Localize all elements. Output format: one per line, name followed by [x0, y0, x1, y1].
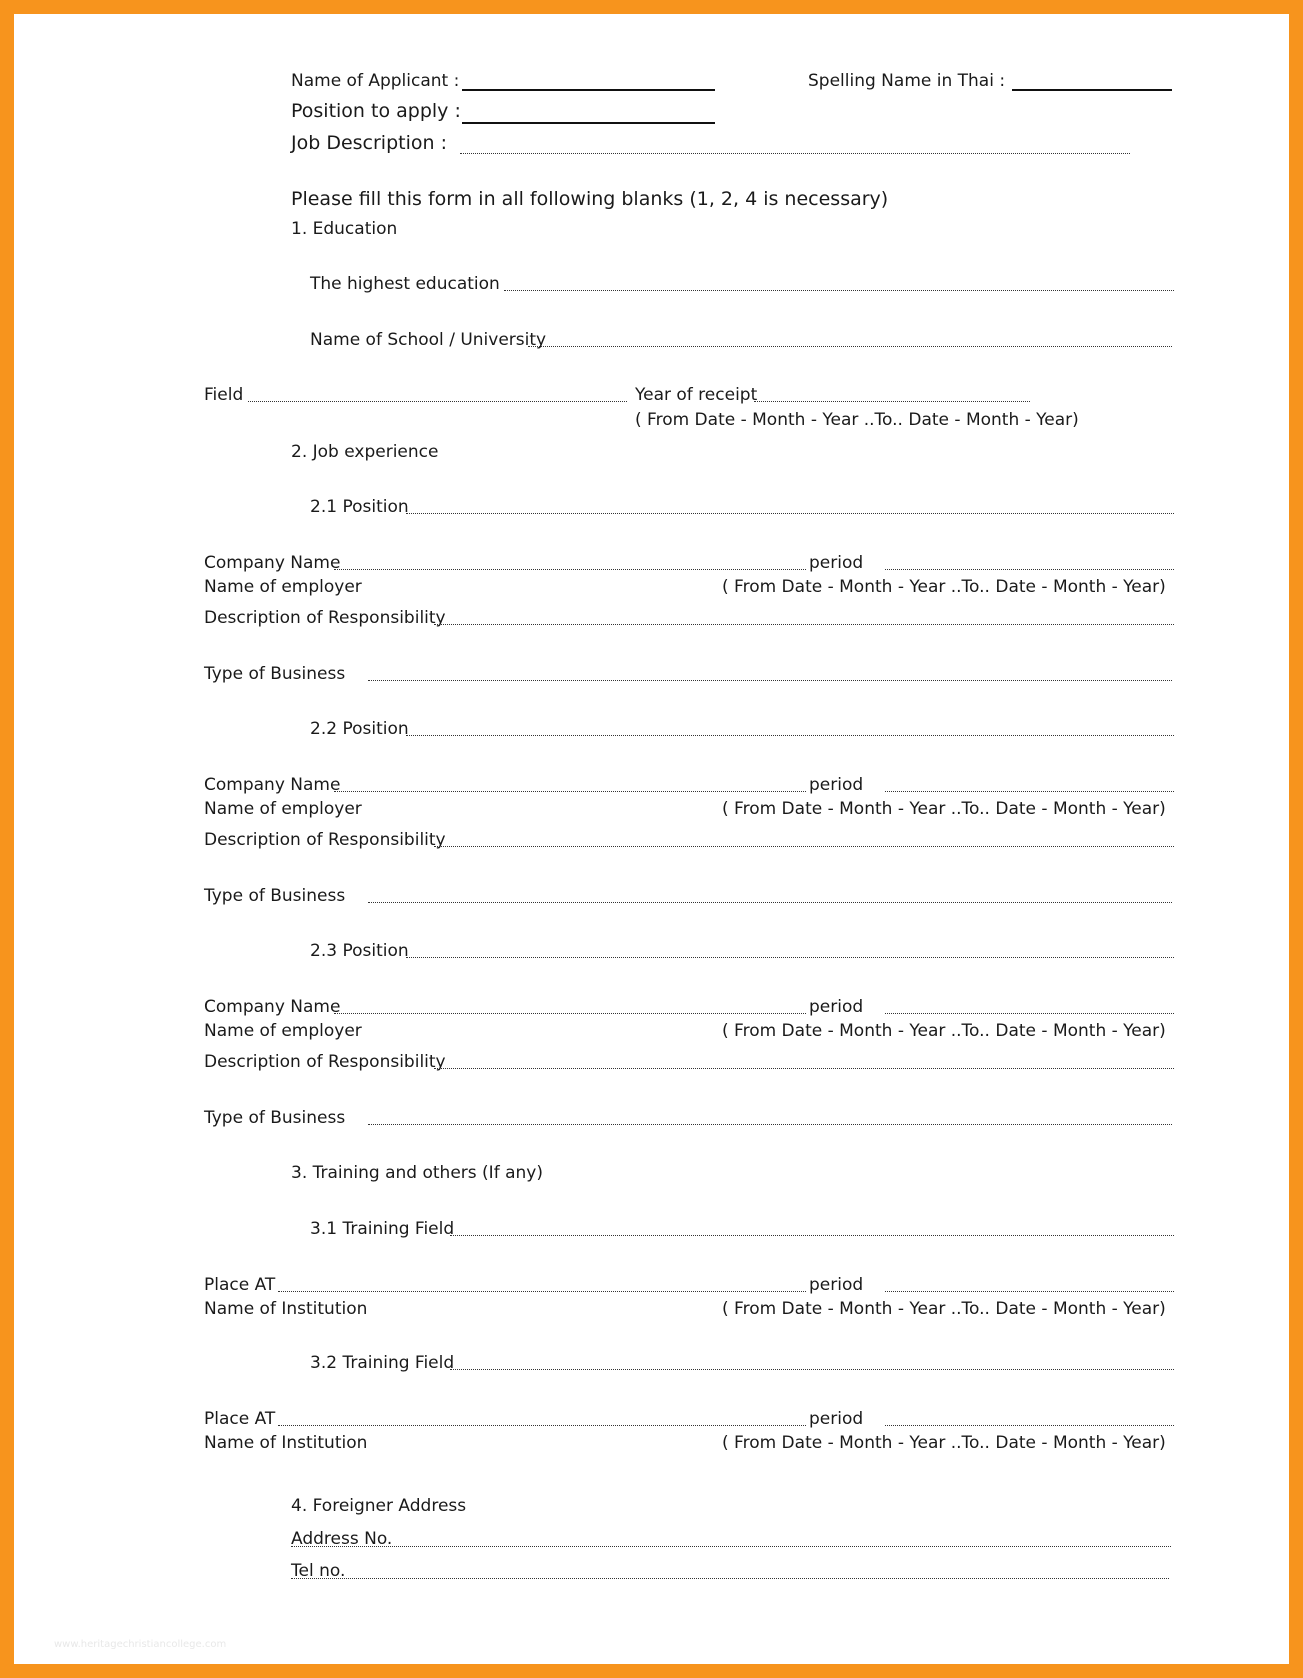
- institution-label: Name of Institution: [204, 1433, 368, 1453]
- year-receipt-field[interactable]: [754, 401, 1030, 402]
- business-type-label: Type of Business: [204, 886, 346, 906]
- place-at-label: Place AT: [204, 1409, 276, 1429]
- position-label: 2.2 Position: [310, 719, 409, 739]
- responsibility-label: Description of Responsibility: [204, 830, 446, 850]
- instructions-text: Please fill this form in all following blanks (1, 2, 4 is necessary): [291, 188, 889, 210]
- name-of-applicant-label: Name of Applicant :: [291, 71, 460, 91]
- position-field[interactable]: [406, 735, 1174, 736]
- field-field[interactable]: [248, 401, 627, 402]
- training-heading: 3. Training and others (If any): [291, 1163, 543, 1183]
- address-no-field[interactable]: [291, 1546, 1171, 1547]
- watermark: www.heritagechristiancollege.com: [54, 1639, 227, 1650]
- position-label: 2.1 Position: [310, 497, 409, 517]
- business-type-label: Type of Business: [204, 664, 346, 684]
- school-field[interactable]: [528, 346, 1172, 347]
- training-field-field[interactable]: [450, 1369, 1174, 1370]
- tel-no-label: Tel no.: [291, 1561, 346, 1581]
- employer-label: Name of employer: [204, 577, 362, 597]
- company-name-field[interactable]: [334, 569, 806, 570]
- period-field[interactable]: [885, 569, 1174, 570]
- responsibility-field[interactable]: [434, 846, 1174, 847]
- responsibility-label: Description of Responsibility: [204, 1052, 446, 1072]
- responsibility-field[interactable]: [434, 624, 1174, 625]
- training-field-label: 3.1 Training Field: [310, 1219, 455, 1239]
- job-date-range: ( From Date - Month - Year ..To.. Date - Month - Year): [722, 799, 1166, 819]
- year-receipt-label: Year of receipt: [635, 385, 758, 405]
- tel-no-field[interactable]: [291, 1578, 1169, 1579]
- position-to-apply-label: Position to apply :: [291, 100, 461, 122]
- period-label: period: [809, 1275, 864, 1295]
- responsibility-label: Description of Responsibility: [204, 608, 446, 628]
- business-type-field[interactable]: [368, 902, 1172, 903]
- highest-education-label: The highest education: [310, 274, 500, 294]
- period-label: period: [809, 775, 864, 795]
- training-field-field[interactable]: [450, 1235, 1174, 1236]
- period-field[interactable]: [885, 1425, 1174, 1426]
- position-label: 2.3 Position: [310, 941, 409, 961]
- address-no-label: Address No.: [291, 1529, 393, 1549]
- job-date-range: ( From Date - Month - Year ..To.. Date - Month - Year): [722, 1021, 1166, 1041]
- training-date-range: ( From Date - Month - Year ..To.. Date - Month - Year): [722, 1299, 1166, 1319]
- position-to-apply-field[interactable]: [462, 122, 715, 124]
- position-field[interactable]: [406, 957, 1174, 958]
- business-type-field[interactable]: [368, 1124, 1172, 1125]
- period-label: period: [809, 553, 864, 573]
- employer-label: Name of employer: [204, 799, 362, 819]
- education-heading: 1. Education: [291, 219, 398, 239]
- business-type-field[interactable]: [368, 680, 1172, 681]
- business-type-label: Type of Business: [204, 1108, 346, 1128]
- company-name-field[interactable]: [334, 1013, 806, 1014]
- name-of-applicant-field[interactable]: [462, 89, 715, 91]
- period-label: period: [809, 1409, 864, 1429]
- position-field[interactable]: [406, 513, 1174, 514]
- employer-label: Name of employer: [204, 1021, 362, 1041]
- job-date-range: ( From Date - Month - Year ..To.. Date - Month - Year): [722, 577, 1166, 597]
- company-name-label: Company Name: [204, 775, 341, 795]
- responsibility-field[interactable]: [434, 1068, 1174, 1069]
- highest-education-field[interactable]: [504, 290, 1174, 291]
- company-name-label: Company Name: [204, 997, 341, 1017]
- institution-label: Name of Institution: [204, 1299, 368, 1319]
- period-field[interactable]: [885, 1013, 1174, 1014]
- address-heading: 4. Foreigner Address: [291, 1496, 467, 1516]
- field-label: Field: [204, 385, 244, 405]
- school-label: Name of School / University: [310, 330, 547, 350]
- spelling-name-thai-label: Spelling Name in Thai :: [808, 71, 1006, 91]
- period-field[interactable]: [885, 1291, 1174, 1292]
- job-description-field[interactable]: [460, 153, 1130, 154]
- place-at-field[interactable]: [278, 1291, 806, 1292]
- job-experience-heading: 2. Job experience: [291, 442, 439, 462]
- period-field[interactable]: [885, 791, 1174, 792]
- place-at-label: Place AT: [204, 1275, 276, 1295]
- spelling-name-thai-field[interactable]: [1012, 89, 1172, 91]
- training-field-label: 3.2 Training Field: [310, 1353, 455, 1373]
- training-date-range: ( From Date - Month - Year ..To.. Date - Month - Year): [722, 1433, 1166, 1453]
- company-name-label: Company Name: [204, 553, 341, 573]
- job-description-label: Job Description :: [291, 132, 447, 154]
- place-at-field[interactable]: [278, 1425, 806, 1426]
- company-name-field[interactable]: [334, 791, 806, 792]
- period-label: period: [809, 997, 864, 1017]
- education-date-range: ( From Date - Month - Year ..To.. Date - Month - Year): [635, 410, 1079, 430]
